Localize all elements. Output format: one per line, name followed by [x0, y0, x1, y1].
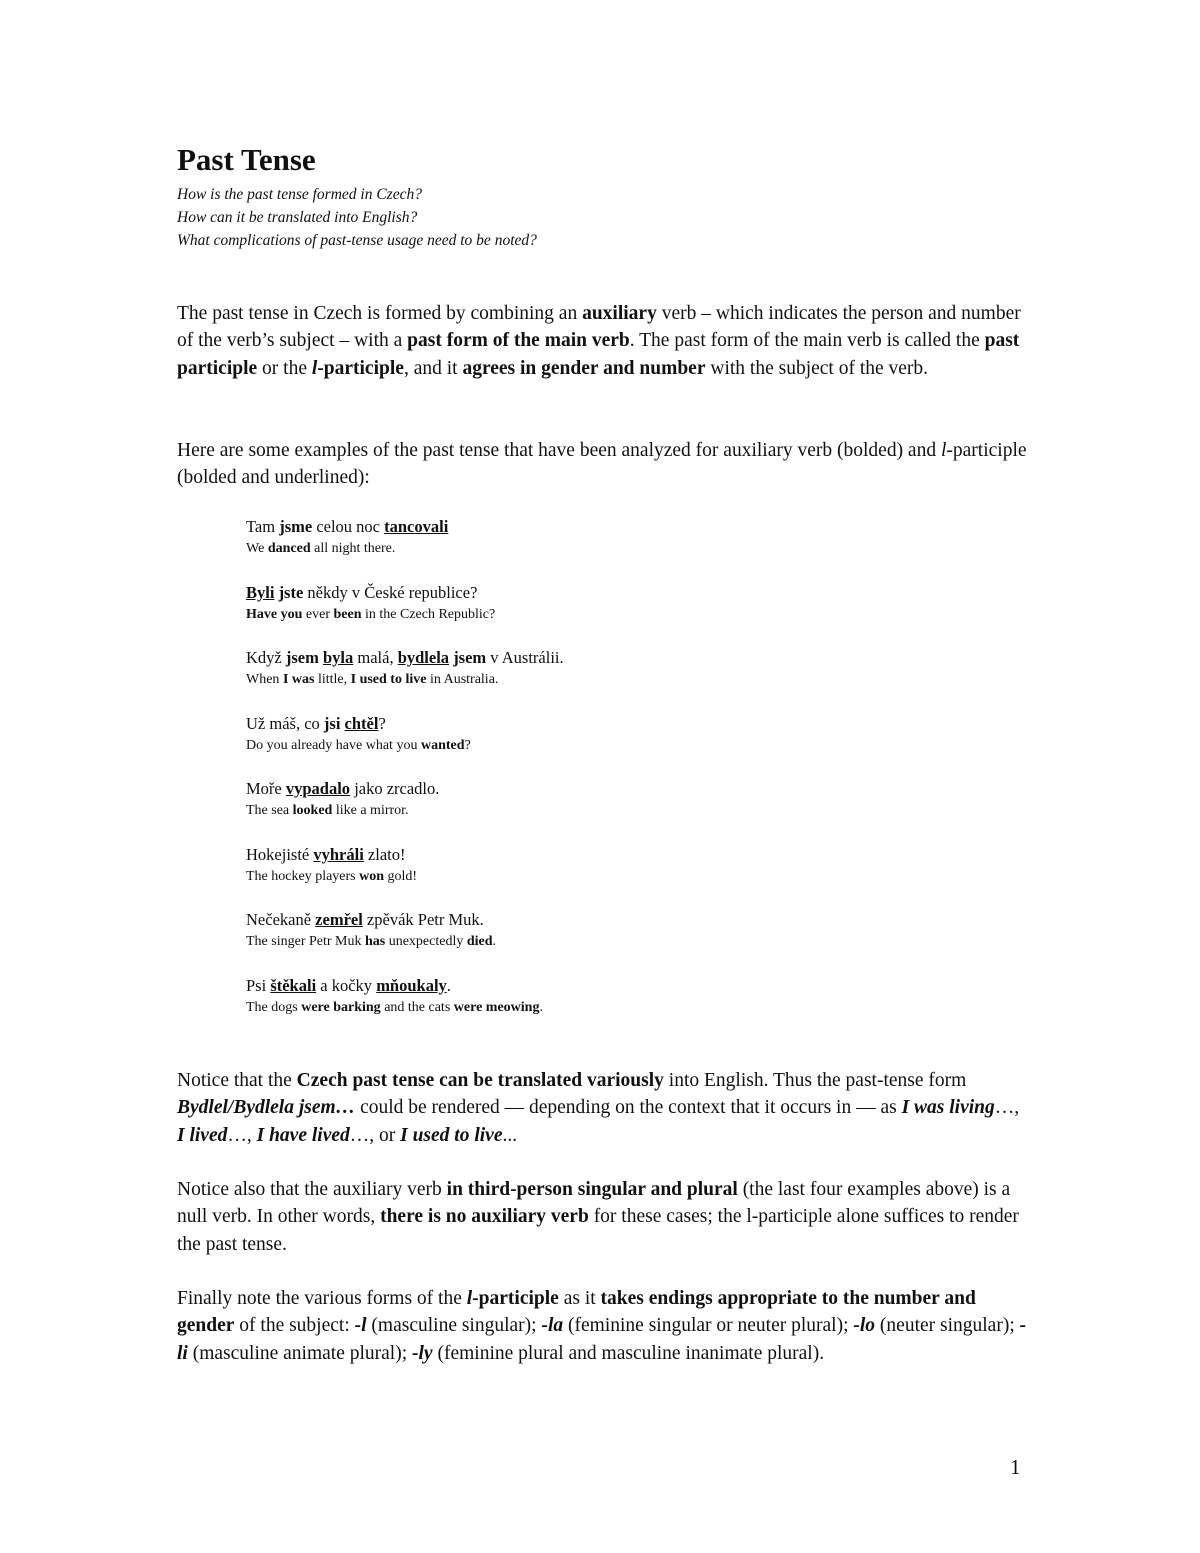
emphasis: takes endings appropriate to the number and gender: [177, 1288, 976, 1337]
text: with the subject of the verb.: [705, 357, 929, 379]
auxiliary-verb: jsem: [453, 648, 487, 667]
auxiliary-verb: jsi: [323, 713, 341, 733]
emphasis: there is no auxiliary verb: [380, 1206, 589, 1228]
l-participle: chtěl: [344, 713, 379, 733]
auxiliary-verb: has: [364, 934, 386, 949]
paragraph-participle-endings: [177, 1285, 1027, 1367]
paragraph-examples-intro: [177, 437, 1027, 492]
text: -participle (bolded and underlined):: [177, 440, 1027, 489]
l-participle: zemřel: [315, 910, 363, 929]
paragraph-null-auxiliary: [177, 1176, 1027, 1258]
text: The dogs: [246, 999, 302, 1015]
text: The sea: [246, 803, 293, 818]
emphasis: past form of the main verb: [407, 330, 630, 352]
emphasis: I lived: [177, 1124, 228, 1146]
text: could be rendered — depending on the context that it occurs in — as: [355, 1097, 902, 1119]
auxiliary-verb: were barking: [301, 999, 381, 1015]
text: (masculine animate plural);: [187, 1342, 413, 1364]
text: The singer Petr Muk: [246, 934, 365, 949]
l-participle: vypadalo: [285, 779, 351, 798]
text: Tam: [246, 517, 280, 536]
page-number: 1: [1010, 1455, 1021, 1479]
emphasis: I used to live: [400, 1124, 503, 1146]
text: ever: [302, 606, 334, 622]
page-title: Past Tense: [177, 142, 316, 177]
l-participle: byla: [322, 648, 354, 667]
emphasis: l: [940, 440, 947, 461]
text: The past tense in Czech is formed by combining an: [177, 303, 583, 324]
text: (the last four examples above) is a null verb. In other words,: [177, 1179, 1011, 1228]
text: a kočky: [316, 975, 377, 995]
czech-sentence: [246, 975, 543, 997]
question: How is the past tense formed in Czech?: [177, 186, 422, 203]
text: Here are some examples of the past tense that have been analyzed for auxiliary verb (bolded) and: [177, 440, 941, 461]
auxiliary-verb: I was: [282, 672, 315, 687]
emphasis: I was living: [901, 1097, 995, 1119]
czech-sentence: [246, 582, 495, 604]
ending: -li: [177, 1315, 1027, 1364]
text: in Australia.: [426, 672, 499, 687]
text: unexpectedly: [385, 934, 467, 949]
auxiliary-verb: I used to live: [350, 672, 427, 687]
english-translation: [246, 538, 448, 559]
auxiliary-verb: were meowing: [453, 999, 540, 1015]
example-item: [246, 778, 439, 821]
text: (feminine plural and masculine inanimate plural).: [432, 1342, 825, 1364]
czech-sentence: [246, 909, 496, 931]
emphasis: l: [311, 357, 318, 379]
question: What complications of past-tense usage need to be noted?: [177, 232, 537, 249]
auxiliary-verb: been: [333, 606, 362, 622]
text: ?: [378, 713, 386, 733]
emphasis: Bydlel/Bydlela jsem…: [177, 1097, 356, 1119]
text: malá,: [353, 648, 398, 667]
auxiliary-verb: looked: [292, 803, 333, 818]
l-participle: tancovali: [384, 517, 449, 536]
text: in the Czech Republic?: [361, 606, 496, 622]
text: celou noc: [312, 517, 385, 536]
ending: -l: [354, 1315, 367, 1337]
english-translation: [246, 800, 439, 821]
czech-sentence: [246, 647, 564, 669]
l-participle: bydlela: [397, 648, 450, 667]
text: like a mirror.: [332, 803, 409, 818]
text: The hockey players: [246, 868, 360, 884]
emphasis: Czech past tense can be translated variously: [296, 1070, 664, 1091]
text: or the: [257, 357, 312, 379]
auxiliary-verb: won: [359, 868, 385, 884]
emphasis: past participle: [177, 330, 1020, 379]
l-participle: štěkali: [270, 975, 317, 995]
text: Notice that the: [177, 1070, 297, 1091]
text: We: [246, 541, 268, 556]
text: zlato!: [363, 844, 406, 864]
text: Psi: [246, 975, 271, 995]
text: (neuter singular);: [875, 1315, 1020, 1337]
text: …,: [227, 1124, 257, 1146]
auxiliary-verb: jsem: [285, 648, 319, 667]
auxiliary-verb: died: [466, 934, 493, 949]
text: . The past form of the main verb is called the: [629, 330, 985, 352]
example-item: [246, 909, 496, 952]
text: .: [539, 999, 543, 1015]
text: When: [246, 672, 283, 687]
text: of the subject:: [234, 1315, 355, 1337]
english-translation: [246, 735, 471, 756]
emphasis: in third-person singular and plural: [446, 1179, 738, 1200]
english-translation: [246, 997, 543, 1018]
text: …, or: [349, 1124, 401, 1146]
emphasis: auxiliary: [582, 303, 657, 324]
text: all night there.: [310, 541, 396, 556]
text: little,: [314, 672, 351, 687]
text: .: [446, 975, 451, 995]
text: for these cases; the l-participle alone suffices to render the past tense.: [177, 1206, 1019, 1255]
example-item: [246, 713, 471, 756]
text: Notice also that the auxiliary verb: [177, 1179, 447, 1200]
example-item: [246, 582, 495, 625]
text: Finally note the various forms of the: [177, 1288, 467, 1309]
english-translation: [246, 604, 495, 625]
ending: -la: [541, 1315, 564, 1337]
text: Už máš, co: [246, 713, 324, 733]
english-translation: [246, 931, 496, 952]
text: (masculine singular);: [366, 1315, 542, 1337]
text: Nečekaně: [246, 910, 316, 929]
czech-sentence: [246, 516, 448, 538]
text: verb – which indicates the person and number of the verb’s subject – with a: [177, 303, 1021, 352]
text: někdy v České republice?: [303, 582, 478, 602]
czech-sentence: [246, 713, 471, 735]
example-item: [246, 844, 417, 887]
text: , and it: [403, 357, 463, 379]
emphasis: agrees in gender and number: [462, 357, 706, 379]
auxiliary-verb: danced: [267, 541, 311, 556]
text: (feminine singular or neuter plural);: [563, 1315, 854, 1337]
czech-sentence: [246, 844, 417, 866]
auxiliary-verb: wanted: [420, 737, 465, 753]
english-translation: [246, 669, 564, 690]
l-participle: Byli: [246, 582, 275, 602]
auxiliary-verb: jste: [278, 582, 304, 602]
english-translation: [246, 866, 417, 887]
auxiliary-verb: jsme: [279, 517, 313, 536]
emphasis: I have lived: [256, 1124, 350, 1146]
emphasis: l: [466, 1288, 473, 1309]
text: v Austrálii.: [486, 648, 564, 667]
text: gold!: [384, 868, 418, 884]
czech-sentence: [246, 778, 439, 800]
emphasis: -participle: [472, 1288, 559, 1309]
text: into English. Thus the past-tense form: [663, 1070, 967, 1091]
text: …,: [994, 1097, 1020, 1119]
text: Do you already have what you: [246, 737, 421, 753]
text: zpěvák Petr Muk.: [362, 910, 484, 929]
emphasis: -participle: [317, 357, 404, 379]
text: ?: [464, 737, 471, 753]
text: Když: [246, 648, 286, 667]
paragraph-formation: [177, 300, 1027, 382]
guiding-questions: [177, 183, 537, 252]
ending: -ly: [412, 1342, 433, 1364]
l-participle: mňoukaly: [376, 975, 447, 995]
text: and the cats: [380, 999, 454, 1015]
l-participle: vyhráli: [313, 844, 364, 864]
question: How can it be translated into English?: [177, 209, 418, 226]
text: ...: [502, 1124, 518, 1146]
paragraph-translation: [177, 1067, 1027, 1149]
text: jako zrcadlo.: [350, 779, 440, 798]
text: .: [492, 934, 497, 949]
text: Hokejisté: [246, 844, 314, 864]
example-item: [246, 647, 564, 690]
auxiliary-verb: Have you: [246, 606, 303, 622]
example-item: [246, 516, 448, 559]
ending: -lo: [853, 1315, 876, 1337]
example-item: [246, 975, 543, 1018]
text: as it: [558, 1288, 601, 1309]
text: Moře: [246, 779, 286, 798]
